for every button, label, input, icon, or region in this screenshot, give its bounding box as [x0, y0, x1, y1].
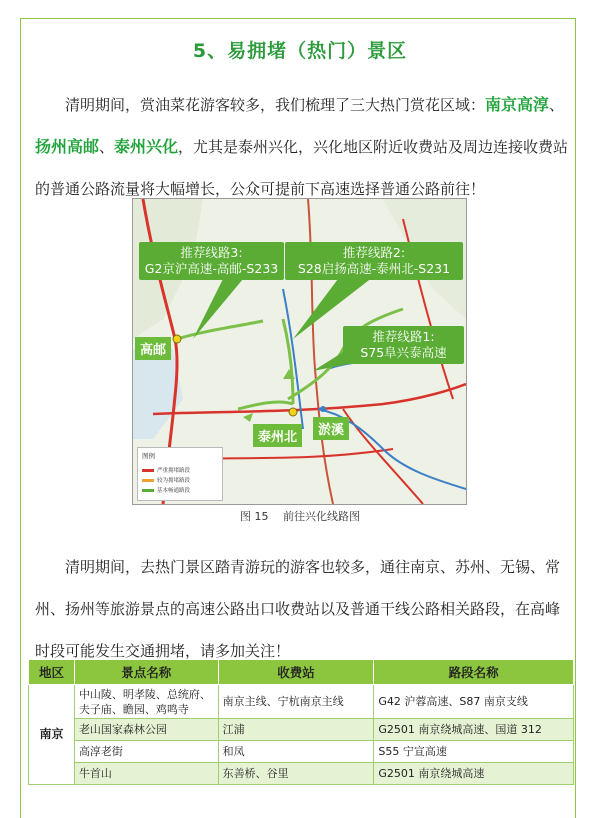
route-2-title: 推荐线路2: [342, 245, 406, 260]
route-3-callout [139, 242, 284, 280]
spot-cell: 牛首山 [74, 763, 218, 785]
toll-cell: 东善桥、谷里 [218, 763, 374, 785]
section-title: 5、易拥堵（热门）景区 [192, 40, 408, 62]
legend-item-moderate [142, 476, 190, 484]
road-cell: S55 宁宣高速 [374, 741, 574, 763]
legend-swatch-green [142, 489, 154, 492]
route-3-path: G2京沪高速-高邮-S233 [144, 261, 279, 276]
toll-cell: 江浦 [218, 719, 374, 741]
intro-paragraph [35, 84, 570, 210]
figure-caption: 图 15 前往兴化线路图 [240, 510, 360, 523]
legend-swatch-red [142, 469, 154, 472]
table-row [29, 719, 574, 741]
intro-text-post: ，尤其是泰州兴化，兴化地区附近收费站及周边连接收费站的普通公路流量将大幅增长，公众可提前下高速选择普通公路前往！ [35, 138, 569, 198]
legend-swatch-orange [142, 479, 154, 482]
legend-item-smooth [142, 486, 190, 494]
route-3-title: 推荐线路3: [180, 245, 243, 260]
highlight-nanjing-gaochun: 南京高淳 [485, 95, 550, 114]
route-1-callout [343, 326, 464, 364]
spot-cell: 老山国家森林公园 [74, 719, 218, 741]
legend-label-moderate: 较为拥堵路段 [157, 478, 191, 484]
road-cell: G42 沪蓉高速、S87 南京支线 [374, 685, 574, 719]
route-2-callout [285, 242, 463, 280]
place-gaoyou: 高邮 [135, 337, 171, 360]
route-map [132, 198, 467, 505]
road-cell: G2501 南京绕城高速、国道 312 [374, 719, 574, 741]
intro-text-pre: 清明期间，赏油菜花游客较多，我们梳理了三大热门赏花区域： [65, 96, 486, 114]
route-1-path: S75阜兴泰高速 [360, 345, 447, 360]
header-spot: 景点名称 [74, 660, 218, 685]
spot-cell: 中山陵、明孝陵、总统府、夫子庙、瞻园、鸡鸣寺 [74, 685, 218, 719]
route-1-title: 推荐线路1: [372, 329, 435, 344]
legend-label-smooth: 基本畅通路段 [157, 488, 191, 494]
highlight-yangzhou-gaoyou: 扬州高邮 [35, 137, 100, 156]
table-row [29, 763, 574, 785]
intro-sep-2: 、 [99, 138, 115, 156]
region-cell: 南京 [29, 685, 75, 785]
header-road: 路段名称 [374, 660, 574, 685]
header-region: 地区 [29, 660, 75, 685]
second-paragraph: 清明期间，去热门景区踏青游玩的游客也较多，通往南京、苏州、无锡、常州、扬州等旅游景点的高速公路出口收费站以及普通干线公路相关路段，在高峰时段可能发生交通拥堵，请多加关注！ [35, 558, 561, 660]
legend-title: 图例 [142, 452, 155, 460]
road-cell: G2501 南京绕城高速 [374, 763, 574, 785]
legend-item-severe [142, 466, 190, 474]
toll-cell: 和凤 [218, 741, 374, 763]
spot-cell: 高淳老街 [74, 741, 218, 763]
legend-label-severe: 严重拥堵路段 [157, 468, 191, 474]
header-toll: 收费站 [218, 660, 374, 685]
table-row [29, 741, 574, 763]
highlight-taizhou-xinghua: 泰州兴化 [114, 137, 179, 156]
place-taizhoubei: 泰州北 [253, 424, 302, 447]
map-legend [137, 447, 223, 501]
toll-cell: 南京主线、宁杭南京主线 [218, 685, 374, 719]
table-header-row [29, 660, 574, 685]
route-2-path: S28启扬高速-泰州北-S231 [297, 261, 451, 276]
intro-sep-1: 、 [549, 96, 565, 114]
table-row [29, 685, 574, 719]
place-yuxi: 淤溪 [313, 417, 349, 440]
scenic-spots-table [28, 659, 574, 785]
